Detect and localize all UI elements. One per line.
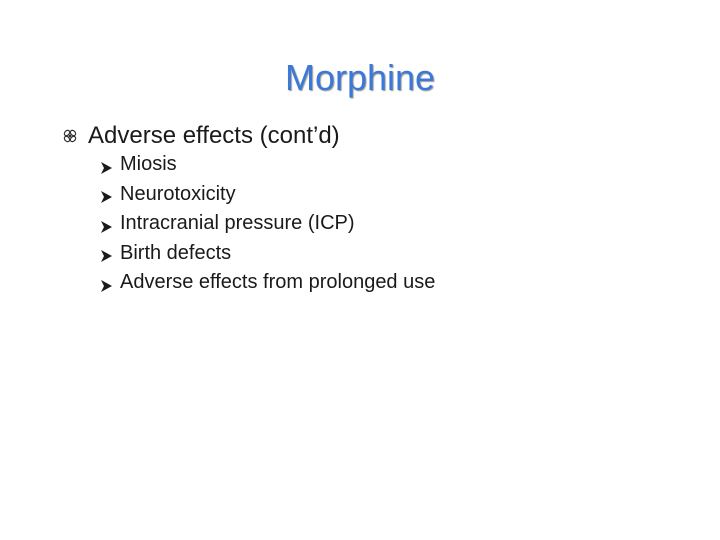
list-item-text: Intracranial pressure (ICP)	[120, 212, 355, 235]
heading-bullet	[62, 118, 340, 154]
arrowhead-bullet-icon	[100, 276, 113, 290]
bullet-list	[100, 150, 435, 298]
slide-title: Morphine	[284, 57, 436, 98]
list-item	[100, 209, 435, 239]
list-item-text: Neurotoxicity	[120, 182, 236, 205]
list-item-text: Miosis	[120, 153, 177, 176]
list-item	[100, 150, 435, 180]
arrowhead-bullet-icon	[100, 246, 113, 260]
arrowhead-bullet-icon	[100, 187, 113, 201]
list-item	[100, 239, 435, 269]
arrowhead-bullet-icon	[100, 217, 113, 231]
list-item-text: Adverse effects from prolonged use	[120, 271, 436, 294]
list-item	[100, 268, 435, 298]
arrowhead-bullet-icon	[100, 158, 113, 172]
flower-bullet-icon	[62, 128, 78, 144]
list-item-text: Birth defects	[120, 241, 232, 264]
heading-text: Adverse effects (cont’d)	[88, 122, 340, 149]
list-item	[100, 180, 435, 210]
